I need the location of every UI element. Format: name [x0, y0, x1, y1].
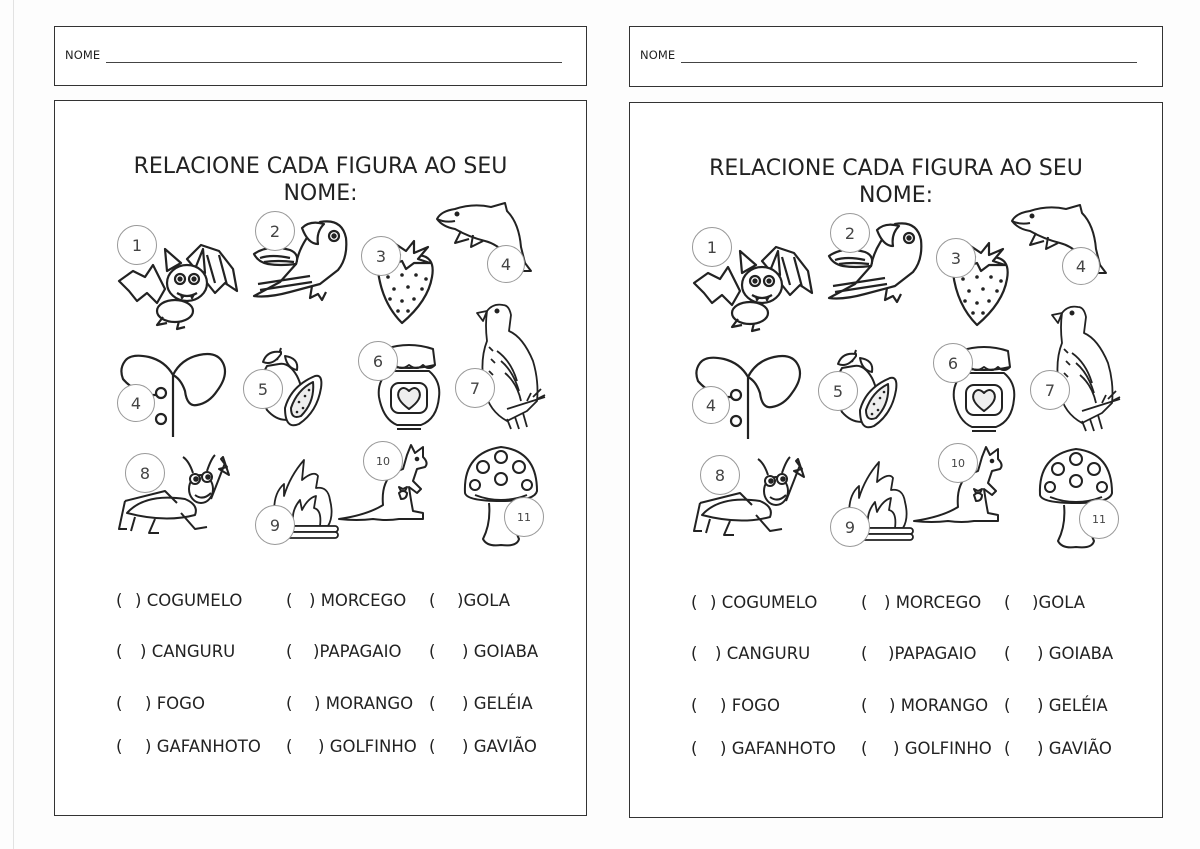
- word-morcego: ) MORCEGO: [309, 591, 407, 610]
- word-fogo: ) FOGO: [145, 694, 205, 713]
- word-gafanhoto: ) GAFANHOTO: [145, 737, 261, 756]
- figure-number-badge: 4: [117, 384, 155, 422]
- figure-number-badge: 8: [700, 455, 740, 495]
- word-morango: ) MORANGO: [314, 694, 414, 713]
- exercise-box: [629, 102, 1163, 818]
- answer-paren-open[interactable]: (: [286, 642, 293, 661]
- exercise-title-line2: NOME:: [858, 183, 934, 208]
- figure-number-badge: 4: [1062, 247, 1100, 285]
- worksheet-left: [54, 0, 587, 849]
- exercise-title-line1: RELACIONE CADA FIGURA AO SEU: [709, 156, 1083, 181]
- answer-paren-open[interactable]: (: [1004, 696, 1011, 715]
- figure-number-badge: 2: [255, 211, 295, 251]
- exercise-title-line1: RELACIONE CADA FIGURA AO SEU: [133, 154, 508, 179]
- figure-number-badge: 4: [487, 245, 525, 283]
- figure-number-badge: 2: [830, 213, 870, 253]
- answer-paren-open[interactable]: (: [691, 739, 698, 758]
- figure-number-badge: 5: [818, 371, 858, 411]
- word-canguru: ) CANGURU: [715, 644, 811, 663]
- answer-paren-open[interactable]: (: [286, 591, 293, 610]
- answer-paren-open[interactable]: (: [1004, 644, 1011, 663]
- word-canguru: ) CANGURU: [140, 642, 236, 661]
- word-golfinho: ) GOLFINHO: [318, 737, 417, 756]
- word-row: [55, 694, 586, 716]
- word-gafanhoto: ) GAFANHOTO: [720, 739, 836, 758]
- word-golfinho: ) GOLFINHO: [893, 739, 992, 758]
- hawk-icon: [467, 301, 547, 433]
- answer-paren-open[interactable]: (: [691, 593, 698, 612]
- word-goiaba: ) GOIABA: [1037, 644, 1114, 663]
- word-row: [55, 591, 586, 613]
- answer-paren-open[interactable]: (: [861, 696, 868, 715]
- answer-paren-open[interactable]: (: [286, 737, 293, 756]
- word-gaviao: ) GAVIÃO: [462, 737, 537, 756]
- word-fogo: ) FOGO: [720, 696, 780, 715]
- answer-paren-open[interactable]: (: [1004, 739, 1011, 758]
- word-row: [630, 739, 1162, 761]
- answer-paren-open[interactable]: (: [116, 737, 123, 756]
- figure-number-badge: 5: [243, 369, 283, 409]
- word-morango: ) MORANGO: [889, 696, 989, 715]
- answer-paren-open[interactable]: (: [1004, 593, 1011, 612]
- figure-number-badge: 7: [455, 368, 495, 408]
- answer-paren-open[interactable]: (: [116, 591, 123, 610]
- answer-paren-open[interactable]: (: [861, 739, 868, 758]
- word-geleia: ) GELÉIA: [462, 694, 533, 713]
- page-edge-line: [13, 0, 14, 849]
- word-papagaio: )PAPAGAIO: [888, 644, 977, 663]
- word-row: [55, 737, 586, 759]
- worksheet-right: [629, 0, 1163, 849]
- figure-number-badge: 3: [936, 238, 976, 278]
- answer-paren-open[interactable]: (: [429, 737, 436, 756]
- exercise-box: [54, 100, 587, 816]
- answer-paren-open[interactable]: (: [286, 694, 293, 713]
- word-row: [630, 696, 1162, 718]
- figure-number-badge: 9: [255, 505, 295, 545]
- answer-paren-open[interactable]: (: [691, 644, 698, 663]
- name-label: NOME: [65, 48, 101, 62]
- word-goiaba: ) GOIABA: [462, 642, 539, 661]
- figure-number-badge: 10: [363, 441, 403, 481]
- figure-number-badge: 11: [504, 497, 544, 537]
- figure-number-badge: 11: [1079, 499, 1119, 539]
- figure-number-badge: 6: [358, 341, 398, 381]
- word-gaviao: ) GAVIÃO: [1037, 739, 1112, 758]
- name-input-line[interactable]: [681, 62, 1137, 63]
- answer-paren-open[interactable]: (: [861, 593, 868, 612]
- word-morcego: ) MORCEGO: [884, 593, 982, 612]
- answer-paren-open[interactable]: (: [429, 591, 436, 610]
- figure-number-badge: 1: [692, 227, 732, 267]
- figure-number-badge: 3: [361, 236, 401, 276]
- word-geleia: ) GELÉIA: [1037, 696, 1108, 715]
- word-gola: )GOLA: [1032, 593, 1086, 612]
- answer-paren-open[interactable]: (: [691, 696, 698, 715]
- word-gola: )GOLA: [457, 591, 511, 610]
- name-box: [629, 26, 1163, 87]
- figure-number-badge: 6: [933, 343, 973, 383]
- exercise-title-line2: NOME:: [283, 181, 358, 206]
- figure-number-badge: 4: [692, 386, 730, 424]
- figure-number-badge: 9: [830, 507, 870, 547]
- word-row: [630, 644, 1162, 666]
- name-label: NOME: [640, 48, 676, 62]
- figure-number-badge: 8: [125, 453, 165, 493]
- figure-number-badge: 10: [938, 443, 978, 483]
- word-papagaio: )PAPAGAIO: [313, 642, 402, 661]
- answer-paren-open[interactable]: (: [116, 694, 123, 713]
- answer-paren-open[interactable]: (: [429, 694, 436, 713]
- word-cogumelo: ) COGUMELO: [135, 591, 243, 610]
- figure-number-badge: 7: [1030, 370, 1070, 410]
- figure-number-badge: 1: [117, 225, 157, 265]
- name-input-line[interactable]: [106, 62, 562, 63]
- word-row: [55, 642, 586, 664]
- word-cogumelo: ) COGUMELO: [710, 593, 818, 612]
- answer-paren-open[interactable]: (: [116, 642, 123, 661]
- answer-paren-open[interactable]: (: [429, 642, 436, 661]
- word-row: [630, 593, 1162, 615]
- answer-paren-open[interactable]: (: [861, 644, 868, 663]
- hawk-icon: [1042, 303, 1122, 435]
- name-box: [54, 26, 587, 86]
